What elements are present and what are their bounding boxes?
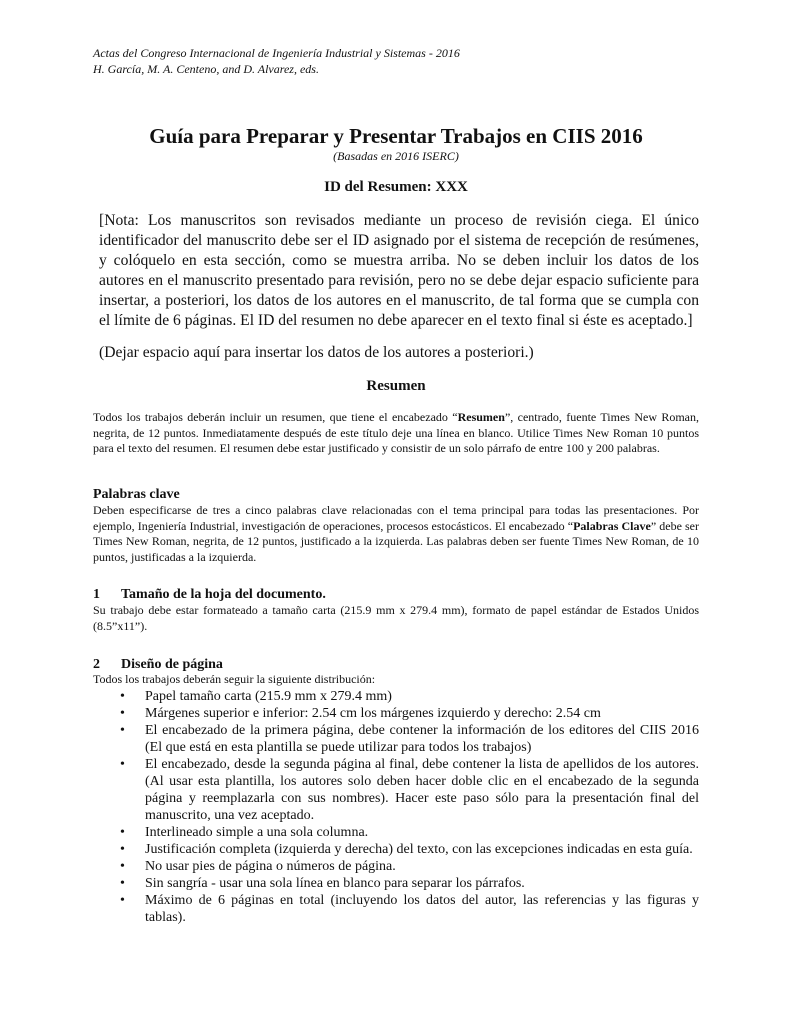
bullet-icon: •: [120, 893, 125, 908]
list-item: [93, 705, 699, 722]
list-item-text: Márgenes superior e inferior: 2.54 cm los márgenes izquierdo y derecho: 2.54 cm: [145, 706, 601, 721]
bullet-icon: •: [120, 706, 125, 721]
author-space-note: (Dejar espacio aquí para insertar los datos de los autores a posteriori.): [99, 344, 534, 361]
header-proceedings-line: Actas del Congreso Internacional de Ingeniería Industrial y Sistemas - 2016: [93, 46, 460, 60]
keywords-paragraph: [93, 503, 699, 565]
review-note: [Nota: Los manuscritos son revisados mediante un proceso de revisión ciega. El único identificador del manuscrito debe ser el ID asignado por el sistema de recepción de resúmenes, y colóquelo en esta sección, como se muestra arriba. No se deben incluir los datos de los autores en el manuscrito presentado para revisión, pero no se debe dejar espacio suficiente para insertar, a posteriori, los datos de los autores en el manuscrito, de tal forma que se cumpla con el límite de 6 páginas. El ID del resumen no debe aparecer en el texto final si éste es aceptado.]: [99, 212, 699, 329]
bullet-icon: •: [120, 689, 125, 704]
list-item: [93, 858, 699, 875]
list-item-text: Sin sangría - usar una sola línea en blanco para separar los párrafos.: [145, 876, 525, 891]
document-subtitle: (Basadas en 2016 ISERC): [333, 149, 459, 163]
list-item: [93, 756, 699, 824]
list-item: [93, 892, 699, 926]
list-item: [93, 688, 699, 705]
list-item-text: Máximo de 6 páginas en total (incluyendo los datos del autor, las referencias y las figuras y tablas).: [145, 893, 699, 925]
abstract-text-end: ”, centrado, fuente Times New Roman, negrita, de 12 puntos. Inmediatamente después de este título deje una línea en blanco. Utilice Times New Roman 10 puntos para el texto del resumen. El resumen debe estar justificado y consistir de un solo párrafo de entre 100 y 200 palabras.: [93, 410, 699, 456]
section-2-number: 2: [93, 657, 100, 672]
bullet-icon: •: [120, 859, 125, 874]
bullet-icon: •: [120, 723, 125, 738]
keywords-text-start: Deben especificarse de tres a cinco palabras clave relacionadas con el tema principal para todas las presentaciones. Por ejemplo, Ingeniería Industrial, investigación de operaciones, procesos estocásticos. El encabezado “: [93, 503, 699, 533]
title-block: [93, 123, 699, 163]
page-header: [93, 45, 460, 77]
abstract-heading: Resumen: [366, 378, 426, 394]
header-editors-line: H. García, M. A. Centeno, and D. Alvarez, eds.: [93, 62, 319, 76]
list-item: [93, 841, 699, 858]
abstract-bold-word: Resumen: [457, 410, 505, 424]
bullet-icon: •: [120, 825, 125, 840]
list-item-text: El encabezado, desde la segunda página al final, debe contener la lista de apellidos de los autores. (Al usar esta plantilla, los autores solo deben hacer doble clic en el encabezado de la segunda página y reemplazarla con sus nombres). Hacer este paso sólo para la presentación final del manuscrito, una vez aceptado.: [145, 757, 699, 823]
bullet-icon: •: [120, 876, 125, 891]
list-item-text: Papel tamaño carta (215.9 mm x 279.4 mm): [145, 689, 392, 704]
list-item-text: No usar pies de página o números de página.: [145, 859, 396, 874]
list-item-text: Interlineado simple a una sola columna.: [145, 825, 369, 840]
section-2-intro: Todos los trabajos deberán seguir la siguiente distribución:: [93, 672, 376, 686]
layout-bullet-list: [93, 688, 699, 926]
document-title: Guía para Preparar y Presentar Trabajos en CIIS 2016: [149, 124, 643, 148]
section-2-heading: [93, 656, 223, 673]
section-2-title: Diseño de página: [121, 657, 223, 672]
keywords-heading: Palabras clave: [93, 487, 180, 502]
section-1-title: Tamaño de la hoja del documento.: [121, 587, 326, 602]
section-1-heading: [93, 586, 326, 603]
abstract-id: ID del Resumen: XXX: [324, 179, 468, 195]
keywords-bold-word: Palabras Clave: [573, 518, 651, 533]
list-item: [93, 875, 699, 892]
section-1-paragraph: Su trabajo debe estar formateado a tamaño carta (215.9 mm x 279.4 mm), formato de papel estándar de Estados Unidos (8.5”x11”).: [93, 603, 699, 633]
abstract-paragraph: [93, 410, 699, 457]
section-1-number: 1: [93, 587, 100, 602]
list-item-text: El encabezado de la primera página, debe contener la información de los editores del CIIS 2016 (El que está en esta plantilla se puede utilizar para todos los trabajos): [145, 723, 699, 755]
abstract-text-start: Todos los trabajos deberán incluir un resumen, que tiene el encabezado “: [93, 410, 458, 424]
list-item-text: Justificación completa (izquierda y derecha) del texto, con las excepciones indicadas en esta guía.: [145, 842, 693, 857]
bullet-icon: •: [120, 757, 125, 772]
bullet-icon: •: [120, 842, 125, 857]
list-item: [93, 824, 699, 841]
list-item: [93, 722, 699, 756]
keywords-text-end: ” debe ser Times New Roman, negrita, de 12 puntos, justificado a la izquierda. Las palabras deben ser fuente Times New Roman, de 10 puntos, justificadas a la izquierda.: [93, 518, 699, 564]
